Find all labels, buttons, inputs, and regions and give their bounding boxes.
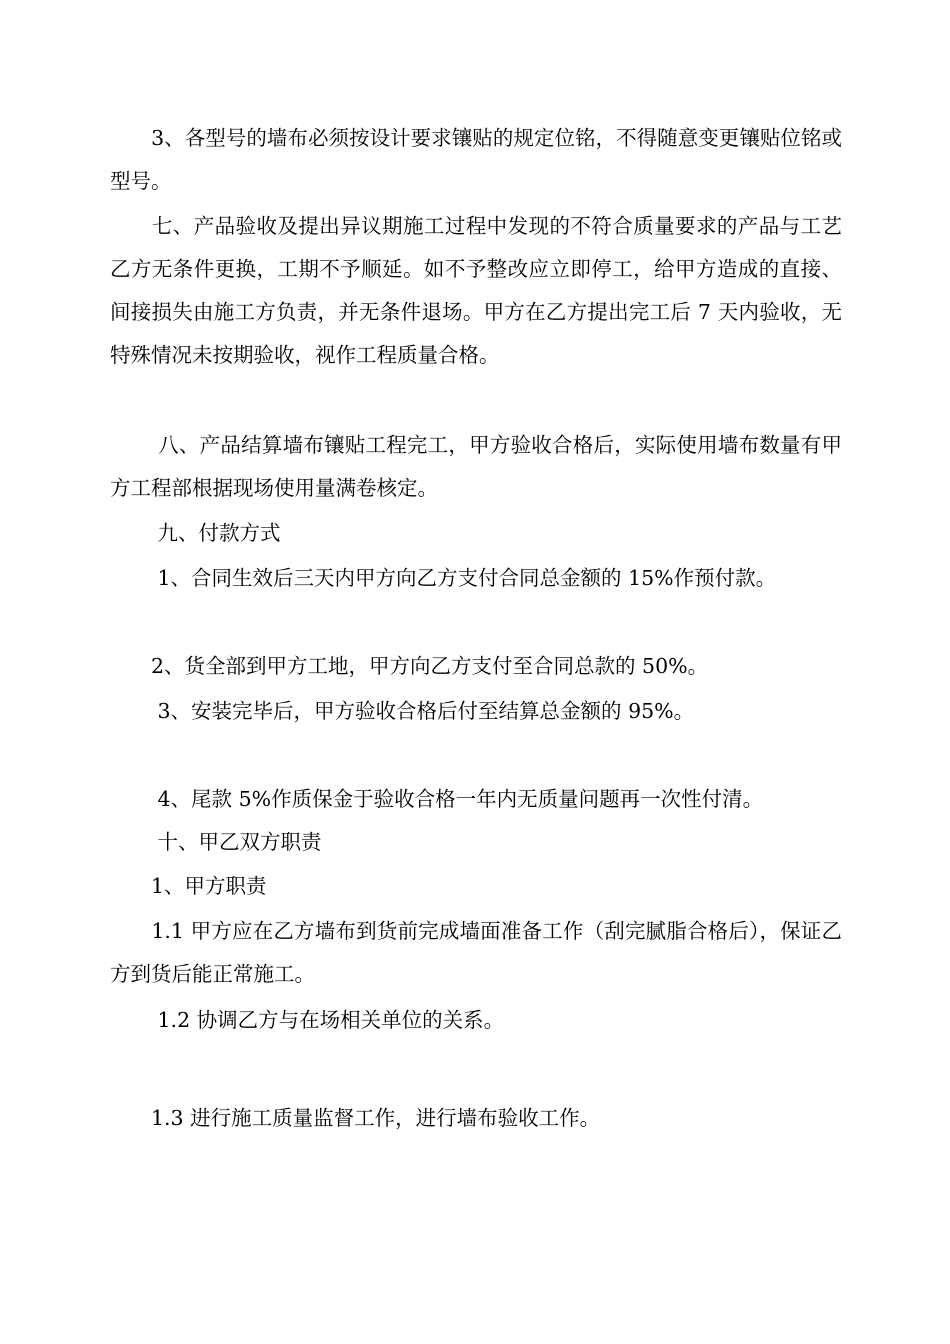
clause-3-wallcovering-position: 3、各型号的墙布必须按设计要求镶贴的规定位铭，不得随意变更镶贴位铭或型号。 xyxy=(110,126,842,193)
section-10-responsibilities-heading: 十、甲乙双方职责 xyxy=(110,830,322,854)
section-9-payment-heading: 九、付款方式 xyxy=(110,521,281,545)
payment-item-4: 4、尾款 5%作质保金于验收合格一年内无质量问题再一次性付清。 xyxy=(110,787,764,811)
party-a-item-1-2: 1.2 协调乙方与在场相关单位的关系。 xyxy=(110,1008,505,1032)
party-a-responsibilities-heading: 1、甲方职责 xyxy=(110,874,267,898)
section-8-settlement: 八、产品结算墙布镶贴工程完工，甲方验收合格后，实际使用墙布数量有甲方工程部根据现场使用量满卷核定。 xyxy=(110,433,842,500)
payment-item-1: 1、合同生效后三天内甲方向乙方支付合同总金额的 15%作预付款。 xyxy=(110,566,777,590)
payment-item-3: 3、安装完毕后，甲方验收合格后付至结算总金额的 95%。 xyxy=(110,699,695,723)
party-a-item-1-1: 1.1 甲方应在乙方墙布到货前完成墙面准备工作（刮完腻脂合格后），保证乙方到货后能正常施工。 xyxy=(110,919,842,986)
section-7-acceptance: 七、产品验收及提出异议期施工过程中发现的不符合质量要求的产品与工艺乙方无条件更换，工期不予顺延。如不予整改应立即停工，给甲方造成的直接、间接损失由施工方负责，并无条件退场。甲方在乙方提出完工后 7 天内验收，无特殊情况未按期验收，视作工程质量合格。 xyxy=(110,214,842,367)
party-a-item-1-3: 1.3 进行施工质量监督工作，进行墙布验收工作。 xyxy=(110,1106,601,1130)
payment-item-2: 2、货全部到甲方工地，甲方向乙方支付至合同总款的 50%。 xyxy=(110,654,709,678)
